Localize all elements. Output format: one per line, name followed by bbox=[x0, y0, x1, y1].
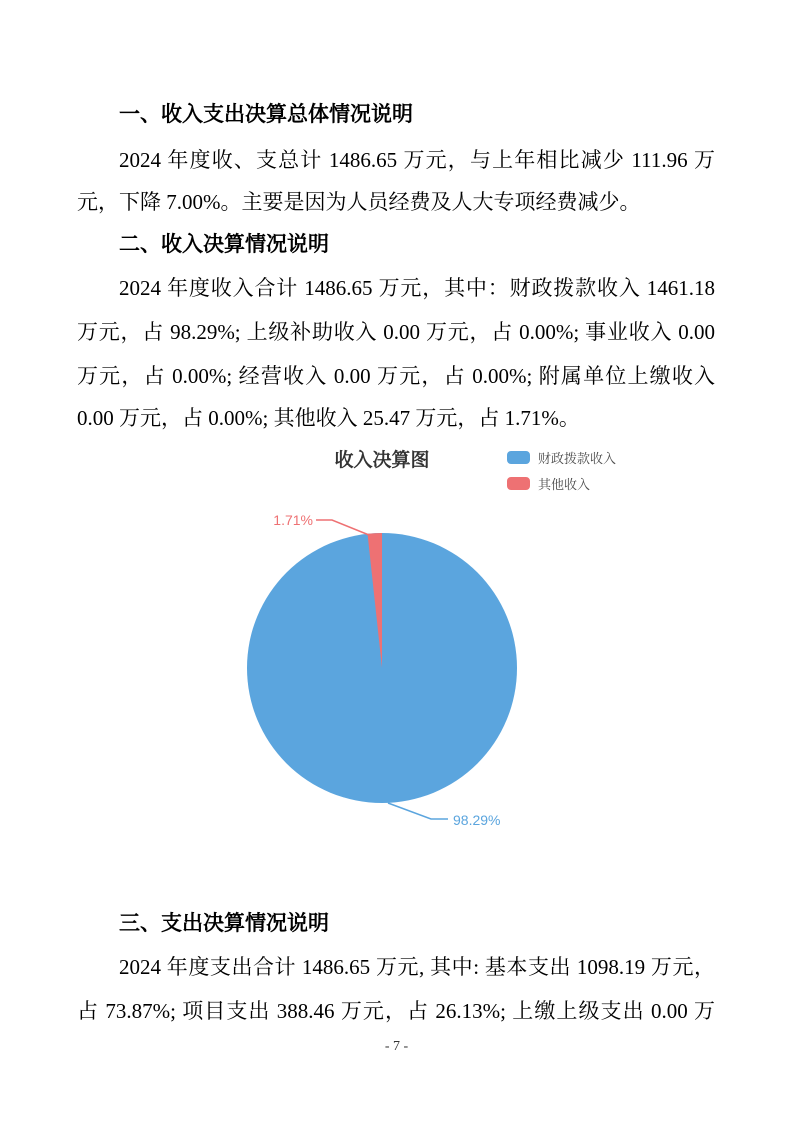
income-pie-chart bbox=[0, 440, 793, 860]
section3-line2: 占 73.87%; 项目支出 388.46 万元，占 26.13%; 上缴上级支出 0.00 万 bbox=[77, 999, 715, 1023]
section2-line3: 万元，占 0.00%; 经营收入 0.00 万元，占 0.00%; 附属单位上缴收入 bbox=[77, 364, 715, 388]
section3-heading: 三、支出决算情况说明 bbox=[119, 912, 329, 935]
section2-line4: 0.00 万元，占 0.00%; 其他收入 25.47 万元，占 1.71%。 bbox=[77, 406, 580, 430]
legend-label-other: 其他收入 bbox=[538, 477, 591, 492]
section1-line1: 2024 年度收、支总计 1486.65 万元，与上年相比减少 111.96 万 bbox=[119, 148, 715, 172]
chart-title: 收入决算图 bbox=[334, 450, 430, 471]
pie-label-main: 98.29% bbox=[453, 812, 501, 828]
section2-line2: 万元，占 98.29%; 上级补助收入 0.00 万元，占 0.00%; 事业收入 0.00 bbox=[77, 320, 715, 344]
section2-line1: 2024 年度收入合计 1486.65 万元，其中：财政拨款收入 1461.18 bbox=[119, 276, 715, 300]
section1-line2: 元，下降 7.00%。主要是因为人员经费及人大专项经费减少。 bbox=[77, 190, 641, 214]
pie-svg bbox=[0, 440, 793, 860]
page-number: - 7 - bbox=[384, 1039, 409, 1054]
section2-heading: 二、收入决算情况说明 bbox=[119, 233, 329, 256]
pie-label-other: 1.71% bbox=[273, 512, 313, 528]
legend-label-fiscal: 财政拨款收入 bbox=[538, 451, 617, 466]
pie-labelline-other bbox=[316, 520, 369, 535]
section3-line1: 2024 年度支出合计 1486.65 万元, 其中: 基本支出 1098.19 万元， bbox=[119, 955, 715, 979]
pie-labelline-main bbox=[388, 803, 448, 819]
section1-heading: 一、收入支出决算总体情况说明 bbox=[119, 103, 413, 126]
